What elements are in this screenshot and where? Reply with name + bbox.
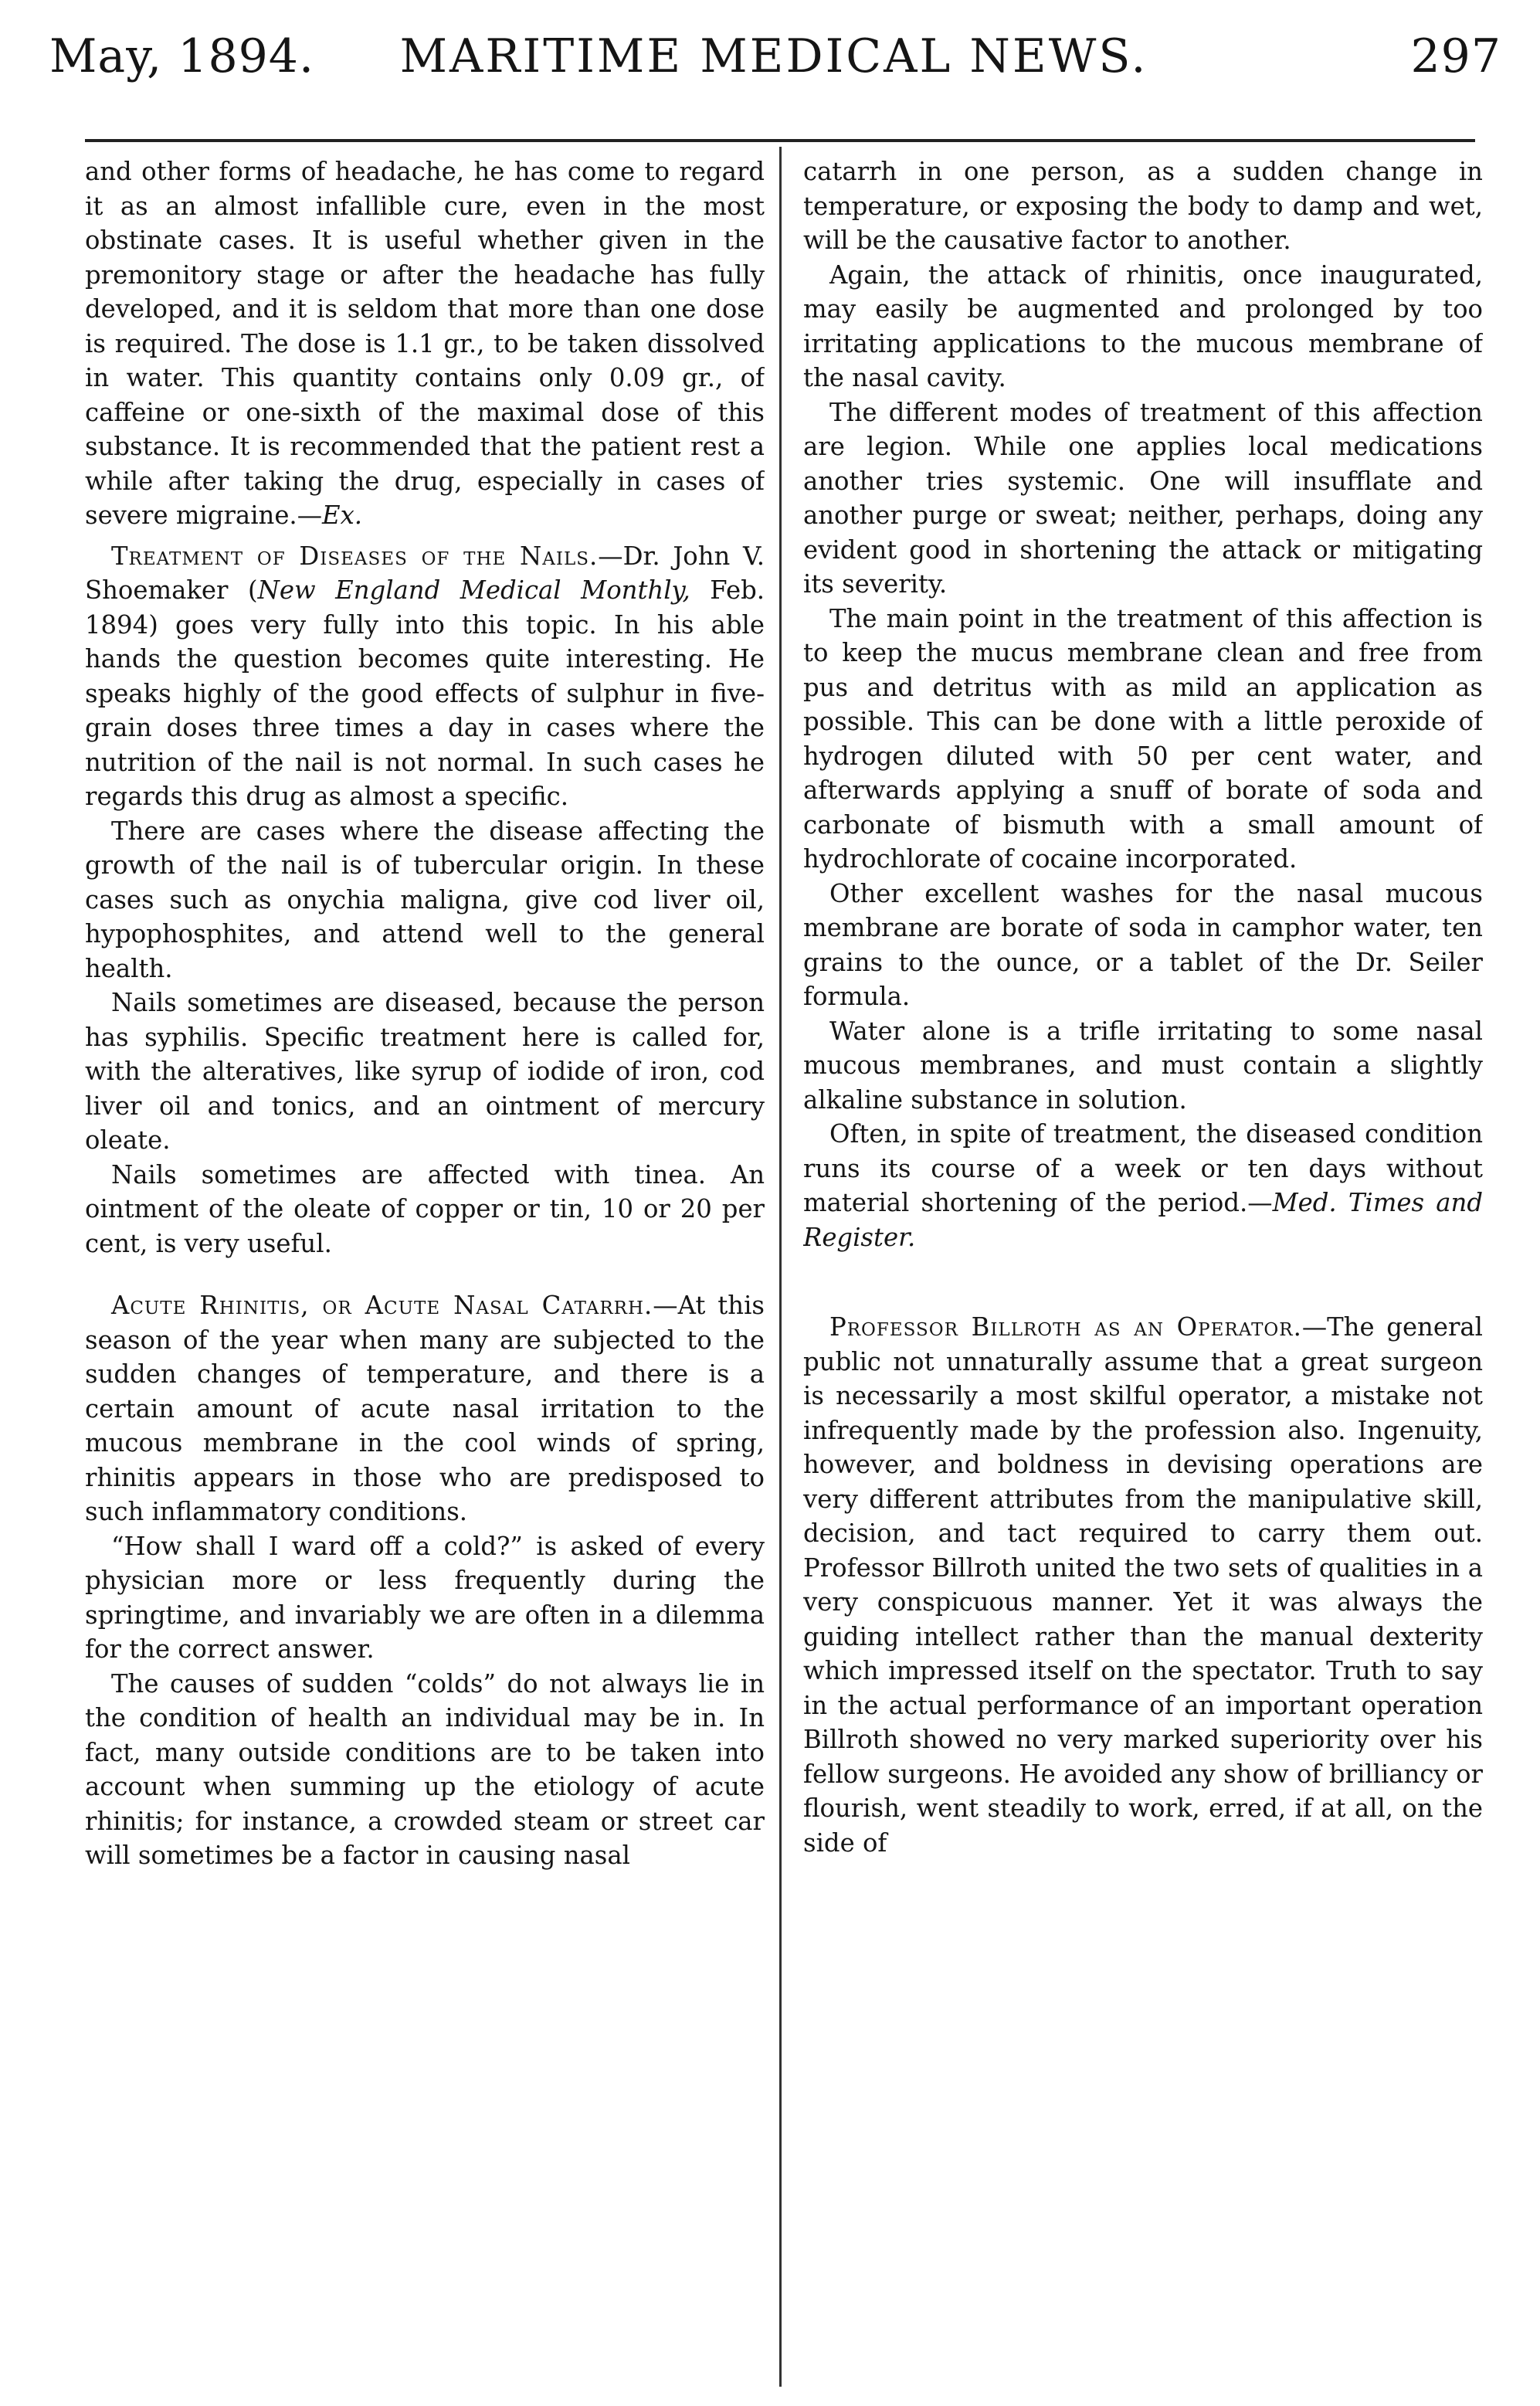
- article-paragraph: Water alone is a trifle irritating to some nasal mucous membranes, and must contain a slightly alkaline substance in solution.: [803, 1016, 1483, 1115]
- article-paragraph: Often, in spite of treatment, the diseased condition runs its course of a week or ten days without material shortening of the period.—Med. Times and Register.: [803, 1119, 1483, 1252]
- left-column: [85, 154, 765, 2379]
- article-paragraph: Nails sometimes are affected with tinea. An ointment of the oleate of copper or tin, 10 or 20 per cent, is very useful.: [85, 1159, 765, 1258]
- source-citation: Med. Times and Register.: [803, 1188, 1483, 1252]
- article-paragraph: and other forms of headache, he has come to regard it as an almost infallible cure, even in the most obstinate cases. It is useful whether given in the premonitory stage or after the headache has fully developed, and it is seldom that more than one dose is required. The dose is 1.1 gr., to be taken dissolved in water. This quantity contains only 0.09 gr., of caffeine or one-sixth of the maximal dose of this substance. It is recommended that the patient rest a while after taking the drug, especially in cases of severe migraine.—Ex.: [85, 157, 765, 530]
- column-divider: [779, 147, 782, 2387]
- article-paragraph: There are cases where the disease affecting the growth of the nail is of tubercular origin. In these cases such as onychia maligna, give cod liver oil, hypophosphites, and attend well to the general health.: [85, 816, 765, 983]
- section-heading: Acute Rhinitis, or Acute Nasal Catarrh.: [111, 1291, 653, 1320]
- page-number: 297: [1410, 29, 1501, 83]
- issue-date: May, 1894.: [49, 29, 315, 83]
- article-paragraph: The main point in the treatment of this affection is to keep the mucus membrane clean and free from pus and detritus with as mild an application as possible. This can be done with a little peroxide of hydrogen diluted with 50 per cent water, and afterwards applying a snuff of borate of soda and carbonate of bismuth with a small amount of hydrochlorate of cocaine incorporated.: [803, 603, 1483, 874]
- source-citation: Ex.: [322, 501, 363, 530]
- article-rhinitis: Acute Rhinitis, or Acute Nasal Catarrh.—At this season of the year when many are subjected to the sudden changes of temperature, and there is a certain amount of acute nasal irritation to the mucous membrane in the cool winds of spring, rhinitis appears in those who are predisposed to such inflammatory conditions.: [85, 1291, 765, 1526]
- section-heading: Treatment of Diseases of the Nails.: [111, 541, 599, 571]
- article-paragraph: catarrh in one person, as a sudden change in temperature, or exposing the body to damp and wet, will be the causative factor to another.: [803, 157, 1483, 255]
- header-rule: [85, 139, 1475, 142]
- running-header: [39, 29, 1509, 99]
- article-paragraph: The causes of sudden “colds” do not always lie in the condition of health an individual may be in. In fact, many outside conditions are to be taken into account when summing up the etiology of acute rhinitis; for instance, a crowded steam or street car will sometimes be a factor in causing nasal: [85, 1668, 765, 1870]
- article-billroth: Professor Billroth as an Operator.—The general public not unnaturally assume that a great surgeon is necessarily a most skilful operator, a mistake not infrequently made by the profession also. Ingenuity, however, and boldness in devising operations are very different attributes from the manipulative skill, decision, and tact required to carry them out. Professor Billroth united the two sets of qualities in a very conspicuous manner. Yet it was always the guiding intellect rather than the manual dexterity which impressed itself on the spectator. Truth to say in the actual performance of an important operation Billroth showed no very marked superiority over his fellow surgeons. He avoided any show of brilliancy or flourish, went steadily to work, erred, if at all, on the side of: [803, 1312, 1483, 1858]
- article-paragraph: Other excellent washes for the nasal mucous membrane are borate of soda in camphor water, ten grains to the ounce, or a tablet of the Dr. Seiler formula.: [803, 878, 1483, 1011]
- article-paragraph: The different modes of treatment of this affection are legion. While one applies local medications another tries systemic. One will insufflate and another purge or sweat; neither, perhaps, doing any evident good in shortening the attack or mitigating its severity.: [803, 397, 1483, 599]
- article-nails: Treatment of Diseases of the Nails.—Dr. John V. Shoemaker (New England Medical Monthly, Feb. 1894) goes very fully into this topic. In his able hands the question becomes quite interesting. He speaks highly of the good effects of sulphur in five-grain doses three times a day in cases where the nutrition of the nail is not normal. In such cases he regards this drug as almost a specific.: [85, 541, 765, 811]
- section-heading: Professor Billroth as an Operator.: [829, 1312, 1302, 1342]
- article-paragraph: Again, the attack of rhinitis, once inaugurated, may easily be augmented and prolonged by too irritating applications to the mucous membrane of the nasal cavity.: [803, 260, 1483, 392]
- article-paragraph: “How shall I ward off a cold?” is asked of every physician more or less frequently during the springtime, and invariably we are often in a dilemma for the correct answer.: [85, 1531, 765, 1664]
- article-paragraph: Nails sometimes are diseased, because the person has syphilis. Specific treatment here is called for, with the alteratives, like syrup of iodide of iron, cod liver oil and tonics, and an ointment of mercury oleate.: [85, 988, 765, 1155]
- right-column: [803, 154, 1483, 2379]
- journal-citation: New England Medical Monthly,: [257, 575, 690, 605]
- journal-title: MARITIME MEDICAL NEWS.: [399, 29, 1148, 83]
